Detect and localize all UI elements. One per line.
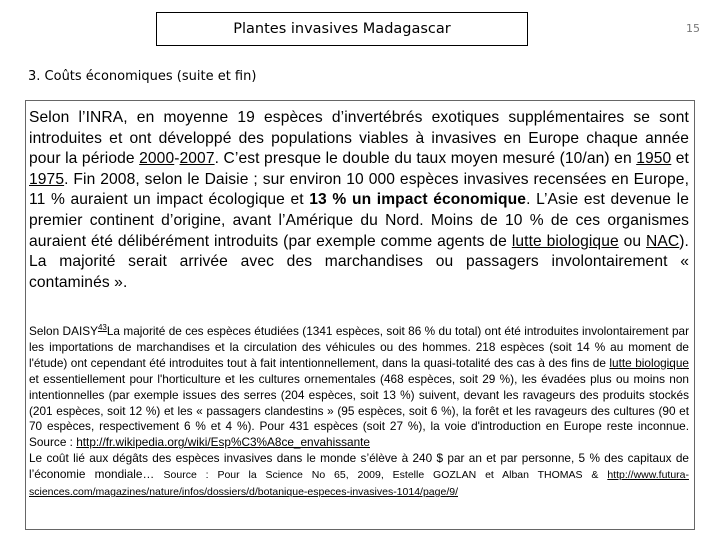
- link-lutte-biologique-2[interactable]: lutte biologique: [609, 355, 689, 370]
- link-2000[interactable]: 2000: [139, 150, 175, 168]
- text: ou: [618, 232, 647, 250]
- text: Selon l’INRA, en moyenne 19 espèces d’invertébrés exotiques supplémentaires se sont introduites et ont développé des populations viables à invasives en Europe chaque année pour la période: [29, 109, 689, 168]
- text: et essentiellement pour l'horticulture et les cultures ornementales (468 espèces, soit 29 %), les évadées plus ou moins non intentionnelles (par exemple issues des serres (204 espèces, soit 13 %) suivent, devant les ravageurs des produits stockés (201 espèces, soit 12 %) et les « passagers clandestins » (95 espèces, soit 6 %), la forêt et les ravageurs des cultures (90 et 70 espèces, respectivement 6 % et 4 %). Pour 431 espèces (soit 27 %), la voie d'introduction en Europe reste inconnue. Source :: [29, 371, 689, 450]
- link-2007[interactable]: 2007: [179, 150, 215, 168]
- text: La majorité de ces espèces étudiées (1341 espèces, soit 86 % du total) ont été introduites involontairement par les importations de marchandises et la circulation des véhicules ou des hommes. 218 espèces (soit 14 % au moment de l'étude) ont cependant été introduites tout à fait intentionnellement, dans la quasi-totalité des cas à des fins de: [29, 324, 690, 370]
- text: ). La majorité serait arrivée avec des marchandises ou passagers involontairement « contaminés ».: [29, 232, 689, 291]
- section-title: 3. Coûts économiques (suite et fin): [28, 69, 257, 84]
- text: . Fin 2008, selon le Daisie ; sur environ 10 000 espèces invasives recensées en Europe, 11 % auraient un impact écologique et: [29, 170, 689, 209]
- link-1950[interactable]: 1950: [636, 150, 672, 168]
- footnote-link[interactable]: 43: [97, 323, 107, 333]
- page-number: 15: [686, 22, 700, 35]
- page-title: Plantes invasives Madagascar: [233, 21, 451, 37]
- link-nac[interactable]: NAC: [646, 232, 680, 250]
- link-1975[interactable]: 1975: [29, 170, 65, 188]
- source-citation: Source : Pour la Science No 65, 2009, Estelle GOZLAN et Alban THOMAS &: [163, 469, 608, 482]
- source-url-wikipedia[interactable]: http://fr.wikipedia.org/wiki/Esp%C3%A8ce_envahissante: [76, 435, 370, 450]
- title-box: [156, 12, 528, 46]
- source-url-futura[interactable]: http://www.futura-sciences.com/magazines/nature/infos/dossiers/d/botanique-especes-invasives-1014/page/9/: [29, 469, 690, 499]
- text: Selon DAISY: [29, 324, 98, 338]
- bold-text: 13 % un impact économique: [309, 191, 527, 209]
- main-paragraph: [29, 108, 689, 293]
- text: . L’Asie est devenue le premier continent d’origine, avant l’Amérique du Nord. Moins de 10 % de ces organismes auraient été délibérément introduits (par exemple comme agents de: [29, 191, 689, 250]
- text: et: [671, 150, 689, 168]
- text: Le coût lié aux dégâts des espèces invasives dans le monde s’élève à 240 $ par an et par personne, 5 % des capitaux de l’économie mondiale…: [29, 451, 689, 482]
- text: -: [174, 150, 180, 168]
- detail-paragraph: [29, 324, 689, 501]
- link-lutte-biologique[interactable]: lutte biologique: [511, 232, 619, 250]
- text: . C’est presque le double du taux moyen mesuré (10/an) en: [214, 150, 637, 168]
